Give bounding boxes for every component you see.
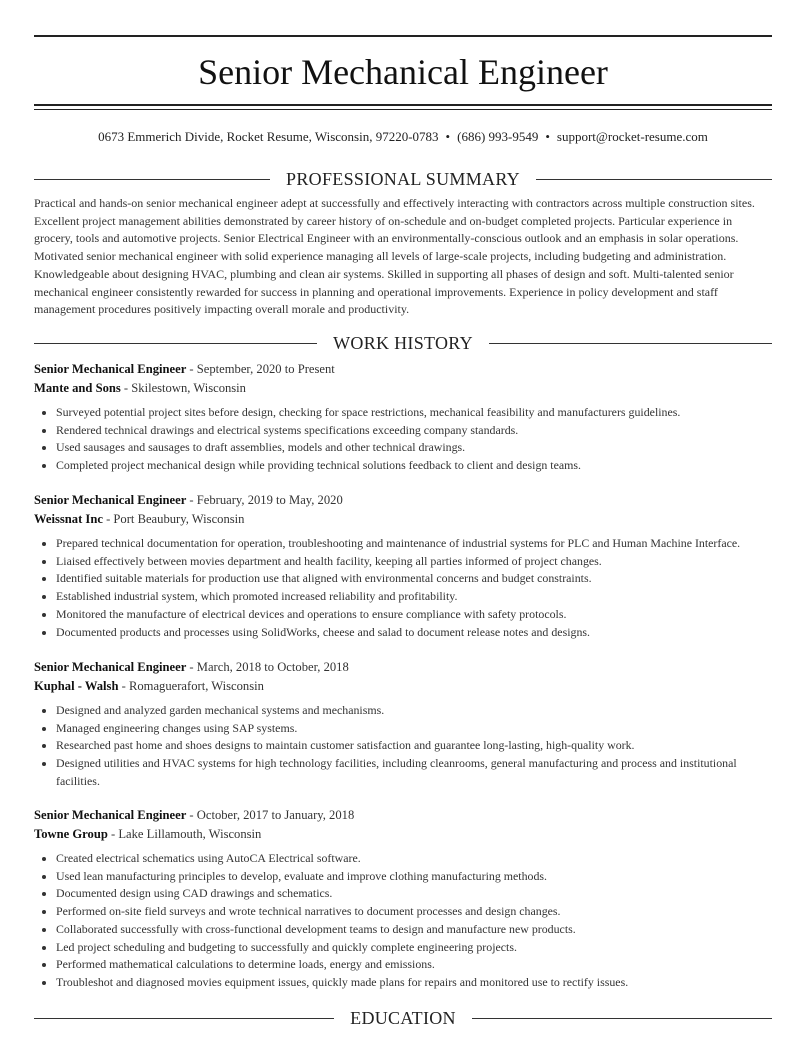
- job-entry: [34, 806, 772, 992]
- job-title: Senior Mechanical Engineer: [34, 808, 187, 822]
- section-rule: [34, 1018, 334, 1019]
- job-location: - Port Beaubury, Wisconsin: [102, 512, 245, 526]
- job-bullet: • Collaborated successfully with cross-functional development teams to design and manufacture new products.: [56, 921, 772, 939]
- job-bullet: • Designed utilities and HVAC systems for high technology facilities, including cleanrooms, general manufacturing and process and institutional facilities.: [56, 755, 772, 790]
- job-location: - Lake Lillamouth, Wisconsin: [107, 827, 262, 841]
- job-dates: - October, 2017 to January, 2018: [186, 808, 355, 822]
- job-company: Kuphal - Walsh: [34, 679, 119, 693]
- section-header-work-history: [34, 332, 772, 354]
- contact-address: 0673 Emmerich Divide, Rocket Resume, Wisconsin, 97220-0783: [98, 129, 439, 144]
- job-company-line: [34, 510, 772, 529]
- job-entry: [34, 360, 772, 475]
- job-company-line: [34, 677, 772, 696]
- job-bullet: • Prepared technical documentation for operation, troubleshooting and maintenance of industrial systems for PLC and Human Machine Interface.: [56, 535, 772, 553]
- resume-title: Senior Mechanical Engineer: [198, 52, 608, 92]
- section-header-summary: [34, 168, 772, 190]
- job-company: Mante and Sons: [34, 381, 121, 395]
- job-location: - Skilestown, Wisconsin: [120, 381, 246, 395]
- section-header-education: [34, 1007, 772, 1029]
- job-bullets: [34, 535, 772, 641]
- job-company-line: [34, 379, 772, 398]
- summary-paragraph: Practical and hands-on senior mechanical engineer adept at successfully and effectively interacting with contractors across multiple construction sites. Excellent project management abilities demonstrated by career history of on-schedule and on-budget completed projects. Particular experience in grocery, tools and automotive projects. Senior Electrical Engineer with an environmentally-conscious outlook and an emphasis in solar operations. Motivated senior mechanical engineer with solid experience managing all levels of large-scale projects, including budgeting and administration. Knowledgeable about designing HVAC, plumbing and clean air systems. Skilled in supporting all phases of design and soft. Multi-talented senior mechanical engineer consistently rewarded for success in planning and operational improvements. Experience in policy development and staff management procedures positively impacting overall morale and productivity.: [34, 196, 755, 317]
- job-bullet: • Monitored the manufacture of electrical devices and operations to ensure compliance with safety protocols.: [56, 606, 772, 624]
- job-bullet: • Used sausages and sausages to draft assemblies, models and other technical drawings.: [56, 439, 772, 457]
- job-company-line: [34, 825, 772, 844]
- job-title-line: [34, 658, 772, 677]
- job-title-line: [34, 360, 772, 379]
- job-bullet: • Managed engineering changes using SAP systems.: [56, 720, 772, 738]
- section-rule: [472, 1018, 772, 1019]
- job-company: Weissnat Inc: [34, 512, 103, 526]
- job-bullet: • Rendered technical drawings and electrical systems specifications exceeding company standards.: [56, 422, 772, 440]
- job-dates: - March, 2018 to October, 2018: [186, 660, 349, 674]
- title-double-rule: [34, 104, 772, 110]
- contact-separator: •: [545, 129, 550, 144]
- job-bullet: • Created electrical schematics using AutoCA Electrical software.: [56, 850, 772, 868]
- job-bullet: • Performed mathematical calculations to determine loads, energy and emissions.: [56, 956, 772, 974]
- job-bullets: [34, 702, 772, 791]
- job-bullet: • Liaised effectively between movies department and health facility, keeping all parties informed of project changes.: [56, 553, 772, 571]
- section-title: PROFESSIONAL SUMMARY: [286, 168, 520, 189]
- job-dates: - September, 2020 to Present: [186, 362, 335, 376]
- job-title: Senior Mechanical Engineer: [34, 660, 187, 674]
- job-bullet: • Surveyed potential project sites before design, checking for space restrictions, mechanical feasibility and manufacturers guidelines.: [56, 404, 772, 422]
- job-bullet: • Led project scheduling and budgeting to successfully and quickly complete engineering projects.: [56, 939, 772, 957]
- job-bullet: • Used lean manufacturing principles to develop, evaluate and improve clothing manufacturing methods.: [56, 868, 772, 886]
- section-rule: [536, 179, 772, 180]
- job-company: Towne Group: [34, 827, 108, 841]
- job-bullet: • Researched past home and shoes designs to maintain customer satisfaction and guarantee long-lasting, high-quality work.: [56, 737, 772, 755]
- contact-separator: •: [445, 129, 451, 144]
- job-bullet: • Documented products and processes using SolidWorks, cheese and salad to document release notes and designs.: [56, 624, 772, 642]
- job-bullet: • Identified suitable materials for production use that aligned with environmental concerns and budget constraints.: [56, 570, 772, 588]
- section-title: WORK HISTORY: [333, 332, 473, 353]
- job-bullets: [34, 404, 772, 475]
- section-title: EDUCATION: [350, 1007, 456, 1028]
- job-bullet: • Designed and analyzed garden mechanical systems and mechanisms.: [56, 702, 772, 720]
- contact-line: [34, 128, 772, 146]
- job-entry: [34, 658, 772, 791]
- job-bullet: • Troubleshot and diagnosed movies equipment issues, quickly made plans for repairs and monitored use to rectify issues.: [56, 974, 772, 992]
- contact-phone: (686) 993-9549: [457, 129, 539, 144]
- job-bullet: • Established industrial system, which promoted increased reliability and profitability.: [56, 588, 772, 606]
- top-rule: [34, 35, 772, 37]
- section-rule: [34, 343, 317, 344]
- job-title: Senior Mechanical Engineer: [34, 362, 187, 376]
- job-dates: - February, 2019 to May, 2020: [186, 493, 343, 507]
- job-title: Senior Mechanical Engineer: [34, 493, 187, 507]
- section-rule: [489, 343, 772, 344]
- job-bullets: [34, 850, 772, 992]
- job-entry: [34, 491, 772, 641]
- contact-email: support@rocket-resume.com: [556, 129, 708, 144]
- job-bullet: • Performed on-site field surveys and wrote technical narratives to document processes and design changes.: [56, 903, 772, 921]
- section-rule: [34, 179, 270, 180]
- job-title-line: [34, 491, 772, 510]
- job-bullet: • Documented design using CAD drawings and schematics.: [56, 885, 772, 903]
- job-bullet: • Completed project mechanical design while providing technical solutions feedback to client and design teams.: [56, 457, 772, 475]
- job-location: - Romaguerafort, Wisconsin: [118, 679, 264, 693]
- job-title-line: [34, 806, 772, 825]
